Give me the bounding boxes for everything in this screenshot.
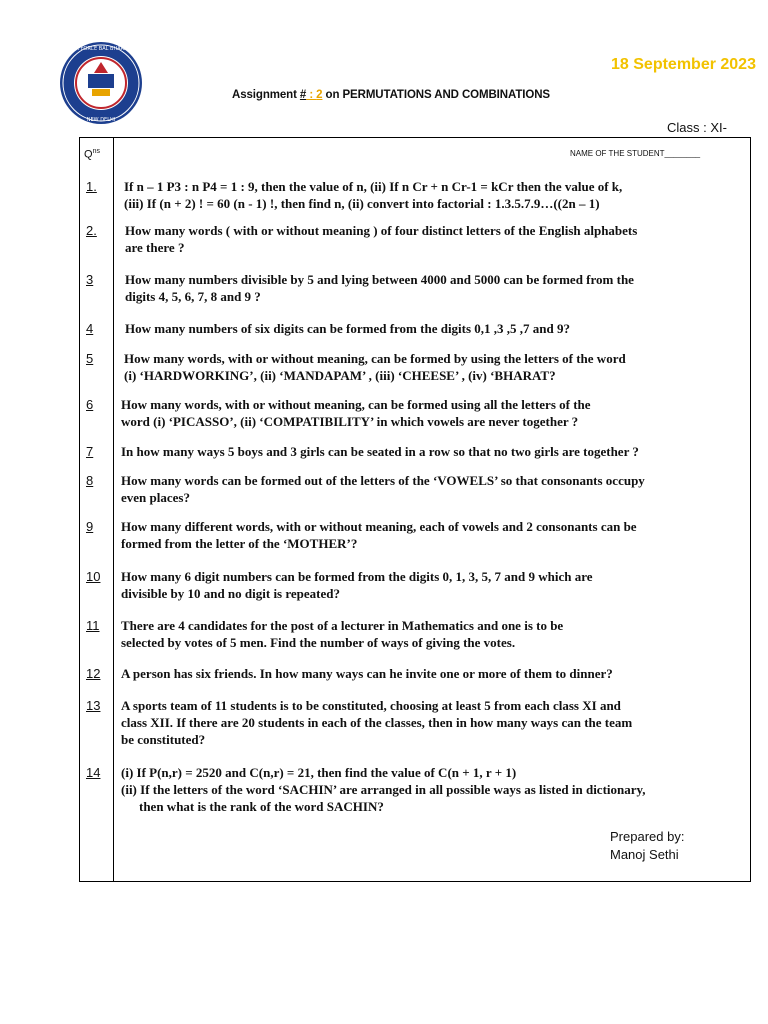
question-line: How many words, with or without meaning, can be formed by using the letters of the word [124, 351, 626, 366]
question-number: 10 [86, 569, 101, 584]
question-line: If n – 1 P3 : n P4 = 1 : 9, then the value of n, (ii) If n Cr + n Cr-1 = kCr then the value of k, [124, 179, 623, 194]
question-line: formed from the letter of the ‘MOTHER’? [121, 536, 358, 551]
question-number: 14 [86, 765, 101, 780]
question-text [121, 518, 637, 552]
question-line: How many different words, with or without meaning, each of vowels and 2 consonants can be [121, 519, 637, 534]
question-line: There are 4 candidates for the post of a lecturer in Mathematics and one is to be [121, 618, 564, 633]
question-text [125, 320, 570, 337]
assignment-date: 18 September 2023 [611, 56, 756, 73]
question-line: selected by votes of 5 men. Find the number of ways of giving the votes. [121, 635, 516, 650]
question-text [121, 697, 632, 748]
question-text [125, 271, 634, 305]
question-line: (iii) If (n + 2) ! = 60 (n - 1) !, then find n, (ii) convert into factorial : 1.3.5.7.9…((2n – 1) [124, 196, 600, 211]
question-text [121, 443, 639, 460]
question-text [125, 222, 637, 256]
question-line: How many words ( with or without meaning ) of four distinct letters of the English alphabets [125, 223, 638, 238]
author-name: Manoj Sethi [610, 847, 679, 862]
question-number: 8 [86, 473, 94, 488]
question-number: 1. [86, 179, 97, 194]
class-label: Class : XI- [667, 120, 727, 135]
question-number: 12 [86, 666, 101, 681]
question-line: A sports team of 11 students is to be constituted, choosing at least 5 from each class XI and [121, 698, 621, 713]
assignment-number: 2 [316, 89, 323, 101]
question-line: In how many ways 5 boys and 3 girls can be seated in a row so that no two girls are together ? [121, 444, 639, 459]
question-text [124, 178, 622, 212]
question-line: divisible by 10 and no digit is repeated? [121, 586, 340, 601]
question-line: then what is the rank of the word SACHIN? [139, 799, 384, 814]
question-text [121, 617, 563, 651]
question-text [121, 472, 645, 506]
question-text [121, 764, 646, 815]
title-suffix: on PERMUTATIONS AND COMBINATIONS [322, 89, 550, 101]
question-line: (i) ‘HARDWORKING’, (ii) ‘MANDAPAM’ , (iii) ‘CHEESE’ , (iv) ‘BHARAT? [124, 368, 556, 383]
question-text [121, 665, 613, 682]
question-line: How many words can be formed out of the letters of the ‘VOWELS’ so that consonants occupy [121, 473, 645, 488]
question-line: How many 6 digit numbers can be formed from the digits 0, 1, 3, 5, 7 and 9 which are [121, 569, 593, 584]
question-line: word (i) ‘PICASSO’, (ii) ‘COMPATIBILITY’ in which vowels are never together ? [121, 414, 579, 429]
prepared-by [605, 828, 684, 864]
question-number: 7 [86, 444, 94, 459]
question-line: are there ? [125, 240, 185, 255]
svg-text:AIR FORCE BAL BHARATI: AIR FORCE BAL BHARATI [70, 46, 132, 52]
question-line: even places? [121, 490, 190, 505]
student-name-field: NAME OF THE STUDENT________ [570, 149, 701, 158]
question-line: A person has six friends. In how many ways can he invite one or more of them to dinner? [121, 666, 613, 681]
title-hash: # [299, 89, 307, 101]
question-text [124, 350, 626, 384]
question-line: digits 4, 5, 6, 7, 8 and 9 ? [125, 289, 261, 304]
prepared-label: Prepared by: [610, 829, 685, 844]
question-number: 3 [86, 272, 94, 287]
question-line: How many numbers divisible by 5 and lying between 4000 and 5000 can be formed from the [125, 272, 634, 287]
question-number: 5 [86, 351, 94, 366]
column-divider [113, 137, 114, 882]
question-text [121, 568, 593, 602]
question-number: 6 [86, 397, 94, 412]
question-line: How many words, with or without meaning, can be formed using all the letters of the [121, 397, 591, 412]
question-number: 4 [86, 321, 94, 336]
title-prefix: Assignment [232, 89, 300, 101]
title-colon: : [306, 89, 317, 101]
question-number: 9 [86, 519, 94, 534]
assignment-title [232, 89, 550, 101]
question-line: How many numbers of six digits can be formed from the digits 0,1 ,3 ,5 ,7 and 9? [125, 321, 571, 336]
question-line: (i) If P(n,r) = 2520 and C(n,r) = 21, then find the value of C(n + 1, r + 1) [121, 765, 517, 780]
question-number: 11 [86, 618, 100, 633]
question-line: class XII. If there are 20 students in each of the classes, then in how many ways can the team [121, 715, 633, 730]
question-line: be constituted? [121, 732, 206, 747]
svg-text:NEW DELHI: NEW DELHI [86, 117, 116, 123]
question-column-header: $Q^{ns}$ [84, 148, 100, 161]
school-logo [58, 40, 144, 126]
question-text [121, 396, 591, 430]
question-number: 2. [86, 223, 97, 238]
question-line: (ii) If the letters of the word ‘SACHIN’ are arranged in all possible ways as listed in dictionary, [121, 782, 646, 797]
question-number: 13 [86, 698, 101, 713]
